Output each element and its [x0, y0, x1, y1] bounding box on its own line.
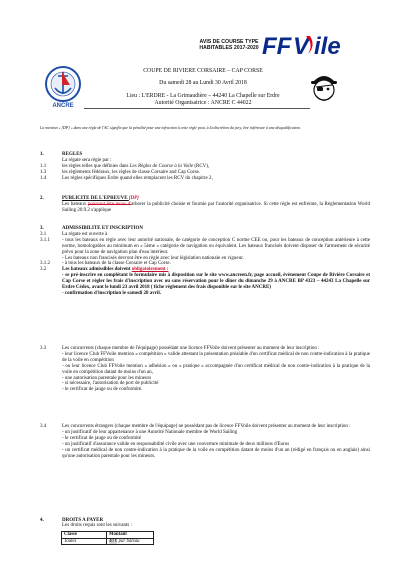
- fees-table: [61, 531, 154, 545]
- list-item: - un certificat médical de non contre-indication à la pratique de la voile en compétition datant de moins d'un an (rédigé en français ou en anglais) ainsi qu'une autorisation parentale pour les mineurs.: [62, 447, 370, 459]
- registration-confirmation: - confirmation d'inscription le samedi 28 avril.: [62, 290, 162, 296]
- ancre-club-logo: [40, 62, 86, 110]
- organising-authority: Autorité Organisatrice : ANCRE C 44022: [154, 100, 252, 106]
- ffvoile-logo: [262, 32, 362, 60]
- item-number: 3.3: [40, 346, 47, 351]
- section-advertising: [40, 196, 370, 214]
- section-intro: La régate sera régie par :: [62, 157, 112, 163]
- list-item: - le certificat de jauge ou de conformité.: [62, 387, 143, 393]
- fees-intro: Les droits requis sont les suivants :: [62, 523, 132, 529]
- item-number: 3.2: [40, 267, 47, 273]
- header-divider: [84, 108, 310, 109]
- doc-subtype: HABITABLES 2017-2020: [199, 45, 259, 52]
- doc-type-block: [189, 39, 269, 52]
- rules-item-federal: les règlements fédéraux, les règles de classe Corsaire and Cap Corse.: [62, 169, 201, 175]
- eligibility-must: Les bateaux admissibles doivent obligatoirement :: [62, 267, 169, 273]
- item-number: 3.1.2: [40, 261, 50, 267]
- eligibility-classes: - à tous les bateaux de la classe Corsaire et Cap Corse.: [62, 261, 171, 267]
- event-title: COUPE DE RIVIERE CORSAIRE – CAP CORSE: [143, 68, 263, 74]
- item-number: 1.4: [40, 175, 47, 181]
- list-item: - un justificatif de leur appartenance à une Autorité Nationale membre de World Sailing: [62, 429, 238, 435]
- section-number: 3.: [40, 226, 44, 231]
- section-rules: [40, 152, 370, 182]
- section-number: 4.: [40, 518, 44, 523]
- item-number: 1.1: [40, 163, 47, 169]
- section-licensed-competitors: [40, 346, 370, 393]
- svg-text:V: V: [293, 33, 310, 60]
- advertising-text: Les bateaux pourront être tenus d'arborer la publicité choisie et fournie par l'autorité organisatrice. Si cette règle est enfreinte, la Réglementation World Sailing 20.9.2 s'applique: [62, 201, 370, 213]
- section-heading: DROITS A PAYER: [62, 518, 104, 523]
- item-number: 1.3: [40, 169, 47, 175]
- item-number: 3.1: [40, 231, 47, 237]
- list-item: - le certificat de jauge ou de conformité: [62, 435, 141, 441]
- event-location: Lieu : L'ERDRE - La Grimaudière – 44240 La Chapelle sur Erdre: [126, 93, 280, 99]
- table-row: [62, 538, 154, 545]
- list-item: - ou leur licence Club FFVoile mention « adhésion » ou « pratique » accompagnée d'un certificat médical de non contre-indication à la pratique de la voile en compétition datant de moins d'un an,: [62, 363, 370, 375]
- section-eligibility: [40, 226, 370, 297]
- item-number: 3.4: [40, 424, 47, 429]
- eligibility-boats: - tous les bateaux en règle avec leur autorité nationale, de catégorie de conception C norme CEE ou, pour les bateaux de conception antérieure à cette norme, homologables au minimum en « 5ème » catégorie de navigation ou équivalent. Les bateaux francisés doivent disposer de l'armement de sécurité prévu pour la zone de navigation plan d'eau intérieur.: [62, 237, 370, 255]
- dp-mention-note: La mention « [DP] » dans une règle de l'AC signifie que la pénalité pour une infraction à cette règle peut, à la discrétion du jury, être inférieure à une disqualification.: [40, 126, 301, 130]
- licensed-competitors-intro: Les concurrents (chaque membre de l'équipage) possédant une licence FFVoile doivent présenter au moment de leur inscription :: [62, 346, 320, 351]
- doc-type: AVIS DE COURSE TYPE: [199, 39, 259, 45]
- pre-registration-text: - se pré-inscrire en complétant le formulaire mis à disposition sur le site www.ancreen.fr, page accueil, évènement Coupe de Rivière Corsaire et Cap Corse et régler les frais d'inscription avec ou sans réservation pour le dîner du dimanche 29 à ANCRE BP 4323 – 44243 La Chapelle sur Erdre Cédex, avant le lundi 23 avril 2018 ( fiche réglement des frais disponible sur le site ANCRE): [62, 273, 370, 291]
- section-heading: PUBLICITE DE L'EPREUVE [DP]: [62, 196, 139, 201]
- eligibility-foreign-boats: - Les bateaux non francisés devront être en règle avec leur législation nationale en vigueur.: [62, 255, 244, 261]
- section-foreign-competitors: [40, 424, 370, 459]
- table-cell: Toutes: [62, 538, 107, 545]
- section-fees: [40, 518, 370, 529]
- list-item: - leur licence Club FFVoile mention « compétition » valide attestant la présentation préalable d'un certificat médical de non contre-indication à la pratique de la voile en compétition: [62, 351, 370, 363]
- table-cell: 40 € par bateau: [107, 538, 154, 545]
- section-heading: REGLES: [62, 152, 83, 157]
- rules-item-rcv: les règles telles que définies dans Les Règles de Course à la Voile (RCV),: [62, 163, 210, 169]
- foreign-competitors-intro: Les concurrents étrangers (chaque membre de l'équipage) ne possédant pas de licence FFVoile doivent présenter au moment de leur inscription :: [62, 424, 351, 429]
- table-header-row: [62, 532, 154, 539]
- event-dates: Du samedi 28 au Lundi 30 Avril 2018: [159, 80, 247, 86]
- dp-tag: [DP]: [128, 196, 139, 201]
- list-item: - une autorisation parentale pour les mineurs: [62, 375, 152, 381]
- table-header-cell: Montant: [107, 532, 154, 539]
- list-item: - un justificatif d'assurance valide en responsabilité civile avec une couverture minimale de deux millions d'Euros: [62, 441, 290, 447]
- section-heading: ADMISSIBILITE ET INSCRIPTION: [62, 226, 144, 231]
- item-number: 3.1.1: [40, 237, 50, 243]
- list-item: - si nécessaire, l'autorisation de port de publicité: [62, 381, 159, 387]
- svg-text:ile: ile: [314, 33, 341, 60]
- svg-text:FF: FF: [262, 33, 292, 60]
- svg-text:ANCRE: ANCRE: [52, 103, 74, 109]
- section-number: 1.: [40, 152, 44, 157]
- table-header-cell: Classe: [62, 532, 107, 539]
- section-number: 2.: [40, 196, 44, 201]
- rules-item-erdre: Les règles spécifiques Erdre quand elles remplacent les RCV du chapitre 2,: [62, 175, 213, 181]
- eligibility-open: La régate est ouverte à: [62, 231, 108, 237]
